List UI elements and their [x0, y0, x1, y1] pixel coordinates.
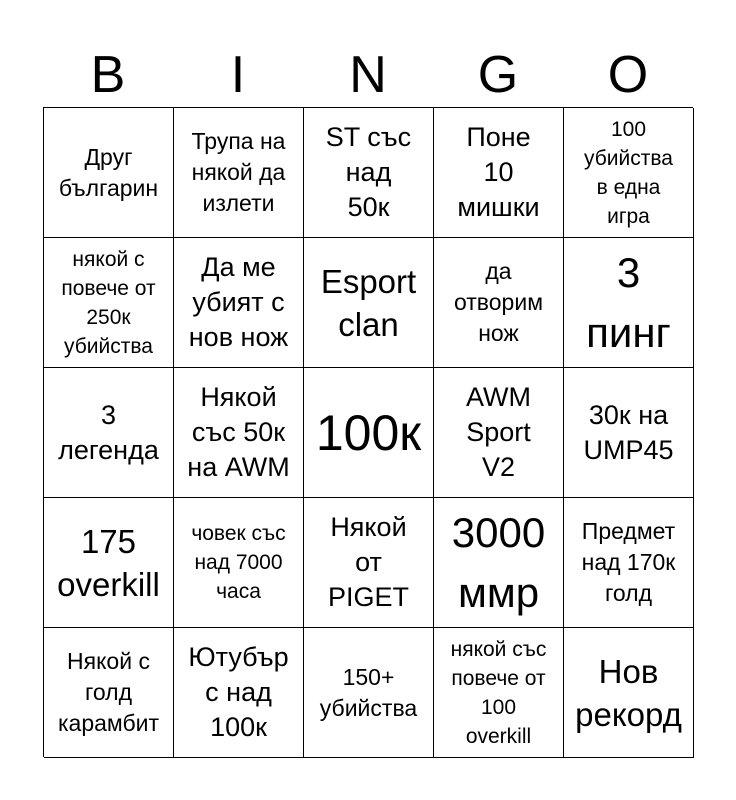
cell-text: 3000 ммр — [451, 508, 546, 616]
cell-text: AWM Sport V2 — [466, 382, 531, 482]
bingo-grid — [43, 107, 693, 757]
cell-text: Ютубър с над 100к — [188, 642, 289, 742]
cell-text: човек със над 7000 часа — [191, 522, 286, 603]
bingo-header — [43, 42, 693, 108]
header-letter-o: O — [607, 46, 649, 104]
cell-text: да отворим нож — [453, 258, 544, 346]
cell-text: 3 пинг — [586, 248, 671, 356]
bingo-cell[interactable] — [434, 368, 564, 498]
cell-text: 150+ убийства — [319, 663, 418, 721]
bingo-cell[interactable] — [44, 498, 174, 628]
header-letter-b: B — [90, 46, 126, 104]
cell-text: Esport clan — [320, 262, 417, 343]
bingo-cell[interactable] — [174, 368, 304, 498]
bingo-cell[interactable] — [174, 238, 304, 368]
bingo-cell[interactable] — [434, 498, 564, 628]
bingo-cell[interactable] — [434, 628, 564, 758]
cell-text: 30к на UMP45 — [583, 399, 674, 465]
bingo-cell[interactable] — [44, 108, 174, 238]
header-letter-g: G — [477, 46, 519, 104]
bingo-cell[interactable] — [304, 498, 434, 628]
bingo-cell[interactable] — [564, 498, 694, 628]
cell-text: Някой с голд карамбит — [57, 648, 160, 736]
bingo-cell[interactable] — [304, 368, 434, 498]
bingo-cell[interactable] — [304, 628, 434, 758]
bingo-cell[interactable] — [304, 238, 434, 368]
bingo-cell[interactable] — [174, 628, 304, 758]
cell-text: някой със повече от 100 overkill — [450, 637, 547, 748]
cell-text: Трупа на някой да излети — [191, 128, 286, 216]
cell-text: Поне 10 мишки — [457, 122, 540, 222]
cell-text: ST със над 50к — [325, 122, 412, 222]
cell-text: Някой със 50к на AWM — [187, 382, 290, 482]
header-letter-i: I — [230, 46, 246, 104]
cell-text: Предмет над 170к голд — [581, 518, 676, 606]
bingo-cell[interactable] — [304, 108, 434, 238]
header-letter-n: N — [349, 46, 387, 104]
cell-text: 100к — [315, 404, 422, 461]
cell-text: Да ме убият с нов нож — [188, 252, 289, 352]
cell-text: Нов рекорд — [575, 652, 682, 733]
bingo-cell[interactable] — [44, 238, 174, 368]
bingo-cell[interactable] — [44, 368, 174, 498]
cell-text: 100 убийства в една игра — [584, 117, 673, 228]
bingo-cell[interactable] — [564, 628, 694, 758]
bingo-cell[interactable] — [564, 108, 694, 238]
cell-text: Друг българин — [58, 143, 159, 201]
bingo-cell[interactable] — [44, 628, 174, 758]
cell-text: 3 легенда — [58, 399, 159, 465]
cell-text: 175 overkill — [57, 522, 160, 603]
bingo-cell[interactable] — [174, 108, 304, 238]
bingo-cell[interactable] — [174, 498, 304, 628]
bingo-cell[interactable] — [434, 108, 564, 238]
cell-text: Някой от PIGET — [327, 512, 409, 612]
bingo-cell[interactable] — [564, 238, 694, 368]
cell-text: някой с повече от 250к убийства — [61, 247, 156, 358]
bingo-cell[interactable] — [564, 368, 694, 498]
bingo-cell[interactable] — [434, 238, 564, 368]
